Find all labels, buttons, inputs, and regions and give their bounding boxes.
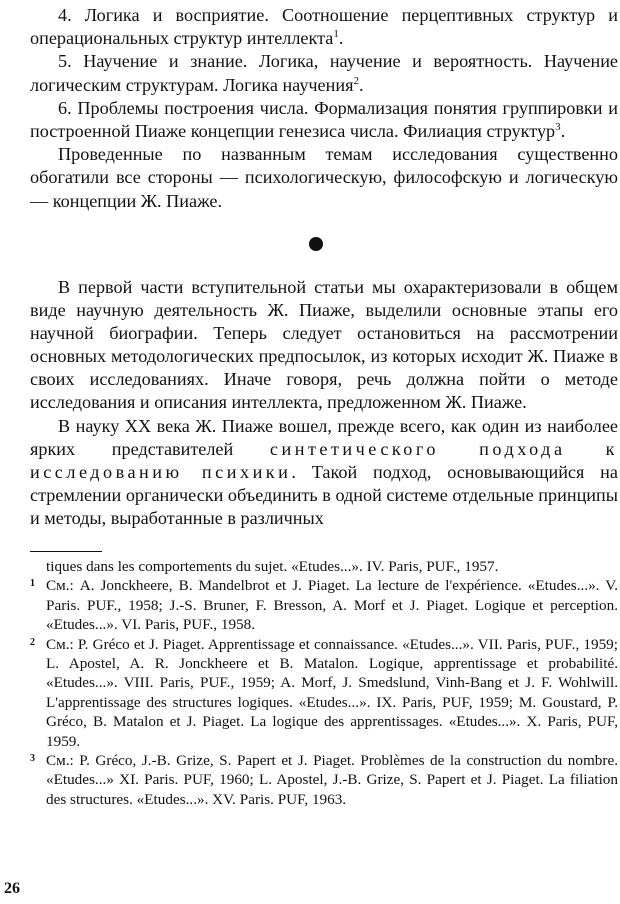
page-number: 26 bbox=[4, 880, 20, 897]
section-body bbox=[30, 276, 618, 530]
spaced-emphasis: синтетического подхода к исследованию психики bbox=[30, 438, 619, 482]
footnote-1: 1 См.: A. Jonckheere, B. Mandelbrot et J. Piaget. La lecture de l'expérience. «Etudes...». V. Paris. PUF., 1958; J.-S. Bruner, F. Bresson, A. Morf et J. Piaget. Logique et perception. «Etudes...». VI. Paris, PUF., 1958. bbox=[30, 577, 618, 634]
footnote-3: 3 См.: P. Gréco, J.-B. Grize, S. Papert et J. Piaget. Problèmes de la construction du nombre. «Etudes...» XI. Paris. PUF, 1960; L. Apostel, J.-B. Grize, S. Papert et J. Piaget. La filiation des structures. «Etudes...». XV. Paris. PUF, 1963. bbox=[30, 752, 618, 808]
footnotes bbox=[30, 557, 618, 809]
intro-item-4: 4. Логика и восприятие. Соотношение перцептивных структур и операциональных структур интеллекта$^1$. bbox=[30, 5, 618, 49]
intro-list bbox=[30, 4, 618, 213]
footnote-ref-1[interactable]: 1 bbox=[333, 28, 339, 41]
section-paragraph-2: В науку XX века Ж. Пиаже вошел, прежде всего, как один из наиболее ярких представителей синтетического подхода к исследованию психики. Такой подход, основывающийся на стремлении органически объединить в одной системе отдельные принципы и методы, выработанные в различных bbox=[30, 415, 619, 528]
intro-item-5: 5. Научение и знание. Логика, научение и вероятность. Научение логическим структурам. Логика научения$^2$. bbox=[30, 51, 618, 95]
footnote-ref-3[interactable]: 3 bbox=[555, 120, 561, 133]
section-divider-dot bbox=[309, 237, 323, 251]
section-paragraph-1: В первой части вступительной статьи мы охарактеризовали в общем виде научную деятельность Ж. Пиаже, выделили основные этапы его научной биографии. Теперь следует остановиться на рассмотрении основных методологических предпосылок, из которых исходит Ж. Пиаже в своих исследованиях. Иначе говоря, речь должна пойти о методе исследования и описания интеллекта, предложенном Ж. Пиаже. bbox=[30, 277, 618, 413]
footnote-rule bbox=[30, 551, 102, 552]
intro-item-6: 6. Проблемы построения числа. Формализация понятия группировки и построенной Пиаже концепции генезиса числа. Филиация структур$^3$. bbox=[30, 97, 618, 142]
intro-summary: Проведенные по названным темам исследования существенно обогатили все стороны — психологическую, философскую и логическую — концепции Ж. Пиаже. bbox=[30, 144, 618, 211]
footnote-continuation: tiques dans les comportements du sujet. «Etudes...». IV. Paris, PUF., 1957. bbox=[46, 558, 499, 575]
footnote-2: 2 См.: P. Gréco et J. Piaget. Apprentissage et connaissance. «Etudes...». VII. Paris, PUF., 1959; L. Apostel, A. R. Jonckheere et B. Matalon. Logique, apprentissage et probabilité. «Etudes...». VIII. Paris, PUF., 1959; A. Morf, J. Smedslund, Vinh-Bang et J. F. Wohlwill. L'apprentissage des structures logiques. «Etudes...». IX. Paris, PUF, 1959; M. Goustard, P. Gréco, B. Matalon et J. Piaget. La logique des apprentissages. «Etudes...». X. Paris, PUF, 1959. bbox=[30, 635, 618, 750]
footnote-ref-2[interactable]: 2 bbox=[353, 74, 359, 87]
